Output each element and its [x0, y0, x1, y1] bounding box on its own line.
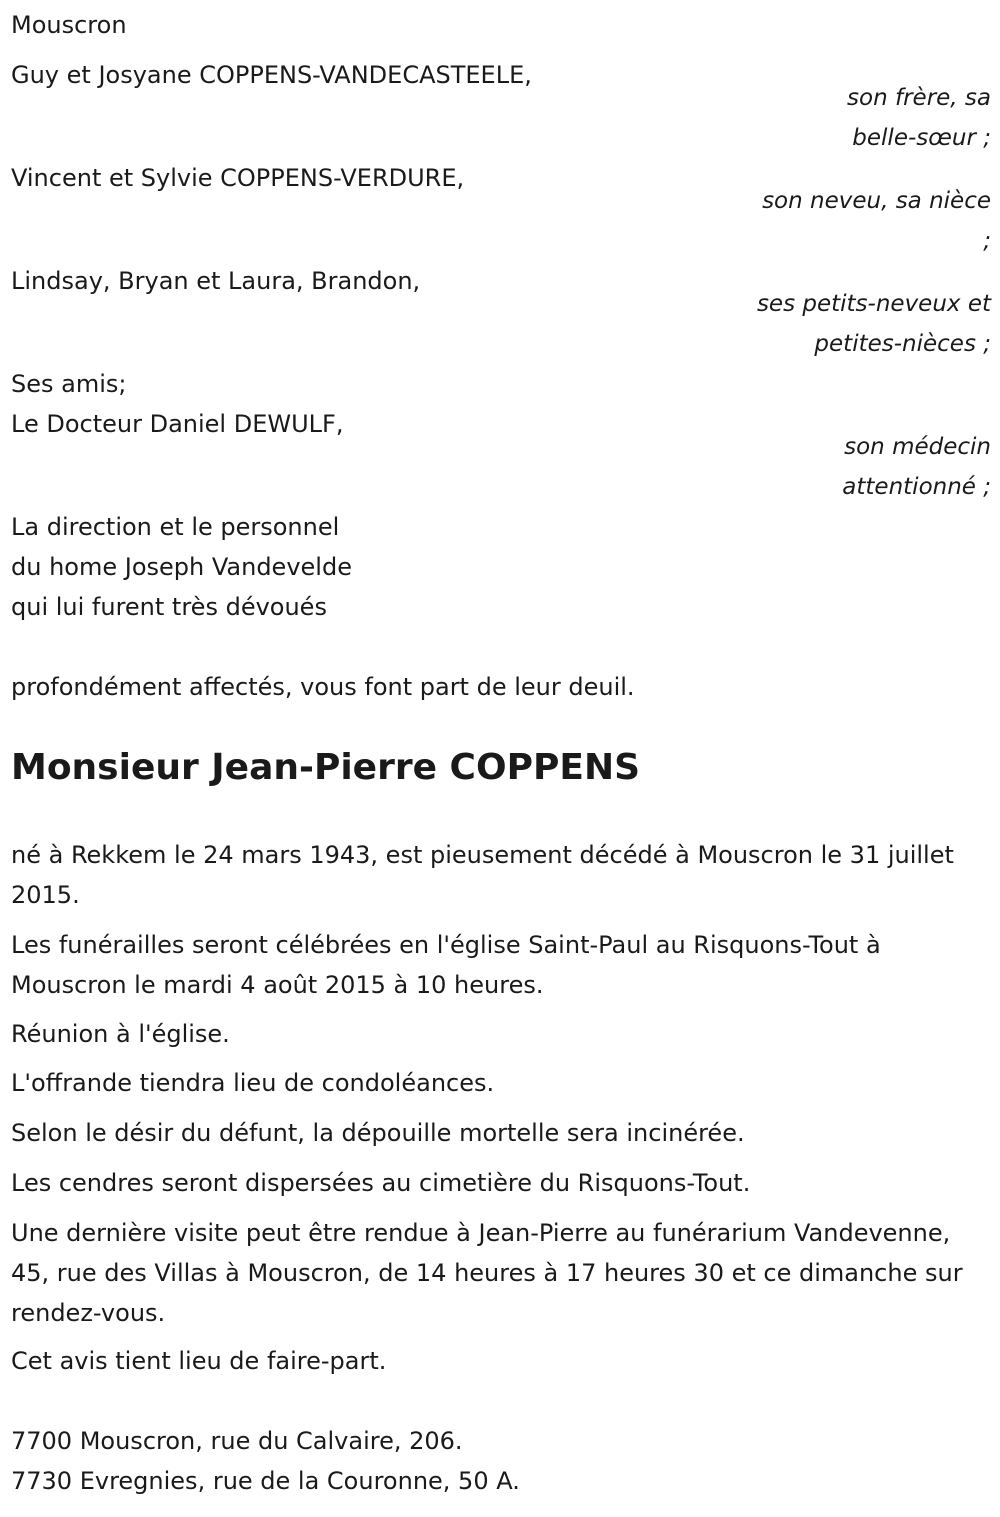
home-staff-line-3: qui lui furent très dévoués	[11, 593, 327, 621]
family-role-1-line-1: son frère, sa	[847, 85, 991, 111]
detail-meeting: Réunion à l'église.	[11, 1020, 230, 1048]
detail-notice: Cet avis tient lieu de faire-part.	[11, 1347, 387, 1375]
family-role-2-line-2: ;	[983, 228, 991, 254]
family-name-1: Guy et Josyane COPPENS-VANDECASTEELE,	[11, 61, 532, 89]
home-staff-line-2: du home Joseph Vandevelde	[11, 553, 352, 581]
detail-visit: Une dernière visite peut être rendue à Jean-Pierre au funérarium Vandevenne, 45, rue des Villas à Mouscron, de 14 heures à 17 heures 30 et ce dimanche sur rendez-vous.	[11, 1219, 963, 1327]
detail-cremation: Selon le désir du défunt, la dépouille mortelle sera incinérée.	[11, 1119, 745, 1147]
detail-ashes: Les cendres seront dispersées au cimetière du Risquons-Tout.	[11, 1169, 751, 1197]
family-role-2-line-1: son neveu, sa nièce	[762, 188, 991, 214]
doctor-name: Le Docteur Daniel DEWULF,	[11, 410, 344, 438]
friends-line: Ses amis;	[11, 370, 127, 398]
family-role-3-line-2: petites-nièces ;	[814, 331, 991, 357]
detail-offering: L'offrande tiendra lieu de condoléances.	[11, 1069, 495, 1097]
detail-funeral: Les funérailles seront célébrées en l'église Saint-Paul au Risquons-Tout à Mouscron le mardi 4 août 2015 à 10 heures.	[11, 931, 881, 999]
address-1: 7700 Mouscron, rue du Calvaire, 206.	[11, 1427, 463, 1455]
family-role-3-line-1: ses petits-neveux et	[756, 291, 991, 317]
family-name-2: Vincent et Sylvie COPPENS-VERDURE,	[11, 164, 465, 192]
family-name-3: Lindsay, Bryan et Laura, Brandon,	[11, 267, 421, 295]
address-2: 7730 Evregnies, rue de la Couronne, 50 A.	[11, 1467, 520, 1495]
family-role-1-line-2: belle-sœur ;	[852, 125, 991, 151]
doctor-role-line-2: attentionné ;	[842, 474, 991, 500]
detail-birth-death: né à Rekkem le 24 mars 1943, est pieusement décédé à Mouscron le 31 juillet 2015.	[11, 841, 954, 909]
header-city: Mouscron	[11, 11, 127, 39]
doctor-role-line-1: son médecin	[844, 434, 991, 460]
deceased-name: Monsieur Jean-Pierre COPPENS	[11, 747, 640, 788]
home-staff-line-1: La direction et le personnel	[11, 513, 340, 541]
announcement: profondément affectés, vous font part de leur deuil.	[11, 673, 635, 701]
